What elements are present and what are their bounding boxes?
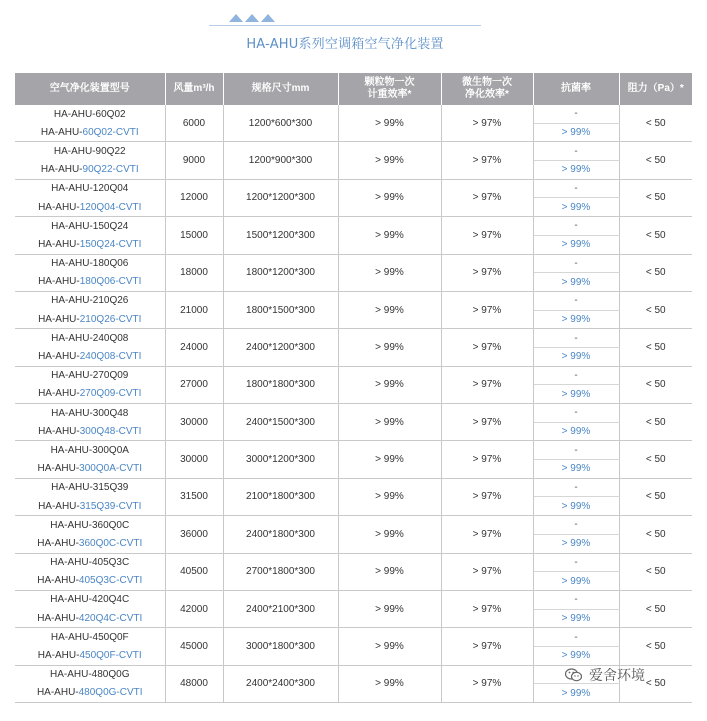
model-cell: HA-AHU-450Q0F bbox=[15, 628, 165, 647]
model-suffix: 360Q0C-CVTI bbox=[78, 537, 143, 549]
antibacterial-cell: - bbox=[533, 441, 619, 460]
model-prefix: HA-AHU- bbox=[37, 612, 79, 624]
model-prefix: HA-AHU- bbox=[38, 500, 80, 512]
model-cell: HA-AHU-150Q24 bbox=[15, 217, 165, 236]
model-prefix: HA-AHU- bbox=[38, 276, 80, 288]
model-cvti-cell bbox=[15, 235, 165, 254]
airflow-cell: 31500 bbox=[165, 478, 223, 515]
model-cvti-cell bbox=[15, 534, 165, 553]
model-prefix: HA-AHU- bbox=[38, 351, 80, 363]
antibacterial-cell: - bbox=[533, 105, 619, 123]
model-prefix: HA-AHU- bbox=[38, 388, 80, 400]
microbe-efficiency-cell: > 97% bbox=[441, 179, 533, 216]
model-prefix: HA-AHU- bbox=[38, 201, 80, 213]
microbe-efficiency-cell: > 97% bbox=[441, 478, 533, 515]
model-cell: HA-AHU-120Q04 bbox=[15, 179, 165, 198]
model-prefix: HA-AHU- bbox=[38, 425, 80, 437]
resistance-cell: < 50 bbox=[619, 105, 692, 142]
column-header: 空气净化装置型号 bbox=[15, 73, 165, 105]
resistance-cell: < 50 bbox=[619, 478, 692, 515]
table-row bbox=[15, 478, 692, 497]
resistance-cell: < 50 bbox=[619, 329, 692, 366]
model-cell: HA-AHU-60Q02 bbox=[15, 105, 165, 123]
size-cell: 2400*1200*300 bbox=[223, 329, 338, 366]
table-row bbox=[15, 404, 692, 423]
size-cell: 3000*1800*300 bbox=[223, 628, 338, 665]
airflow-cell: 24000 bbox=[165, 329, 223, 366]
decorative-triangles-icon bbox=[229, 14, 279, 24]
airflow-cell: 9000 bbox=[165, 142, 223, 179]
model-cell: HA-AHU-405Q3C bbox=[15, 553, 165, 572]
column-header: 抗菌率 bbox=[533, 73, 619, 105]
airflow-cell: 15000 bbox=[165, 217, 223, 254]
antibacterial-cell: - bbox=[533, 516, 619, 535]
model-cell: HA-AHU-210Q26 bbox=[15, 291, 165, 310]
microbe-efficiency-cell: > 97% bbox=[441, 217, 533, 254]
particle-efficiency-cell: > 99% bbox=[338, 179, 441, 216]
model-prefix: HA-AHU- bbox=[37, 463, 80, 475]
model-prefix: HA-AHU- bbox=[37, 575, 79, 587]
model-cell: HA-AHU-300Q0A bbox=[15, 441, 165, 460]
antibacterial-cell: > 99% bbox=[533, 609, 619, 628]
model-suffix: 300Q0A-CVTI bbox=[79, 463, 142, 475]
model-cvti-cell bbox=[15, 497, 165, 516]
model-cell: HA-AHU-240Q08 bbox=[15, 329, 165, 348]
particle-efficiency-cell: > 99% bbox=[338, 441, 441, 478]
spec-table bbox=[15, 73, 692, 703]
size-cell: 1800*1500*300 bbox=[223, 291, 338, 328]
table-row bbox=[15, 516, 692, 535]
size-cell: 1200*900*300 bbox=[223, 142, 338, 179]
model-suffix: 240Q08-CVTI bbox=[79, 351, 142, 363]
size-cell: 2400*2100*300 bbox=[223, 590, 338, 627]
particle-efficiency-cell: > 99% bbox=[338, 142, 441, 179]
antibacterial-cell: > 99% bbox=[533, 385, 619, 404]
model-cell: HA-AHU-270Q09 bbox=[15, 366, 165, 385]
particle-efficiency-cell: > 99% bbox=[338, 404, 441, 441]
table-row bbox=[15, 441, 692, 460]
table-body bbox=[15, 105, 692, 703]
model-suffix: 420Q4C-CVTI bbox=[78, 612, 143, 624]
table-row bbox=[15, 142, 692, 161]
airflow-cell: 6000 bbox=[165, 105, 223, 142]
model-prefix: HA-AHU- bbox=[38, 238, 80, 250]
model-cvti-cell bbox=[15, 422, 165, 441]
model-cvti-cell bbox=[15, 609, 165, 628]
model-suffix: 300Q48-CVTI bbox=[79, 425, 142, 437]
resistance-cell: < 50 bbox=[619, 366, 692, 403]
antibacterial-cell: - bbox=[533, 291, 619, 310]
antibacterial-cell: - bbox=[533, 590, 619, 609]
antibacterial-cell: > 99% bbox=[533, 497, 619, 516]
table-row bbox=[15, 254, 692, 273]
resistance-cell: < 50 bbox=[619, 254, 692, 291]
model-cvti-cell bbox=[15, 385, 165, 404]
antibacterial-cell: > 99% bbox=[533, 310, 619, 329]
antibacterial-cell: - bbox=[533, 254, 619, 273]
antibacterial-cell: - bbox=[533, 217, 619, 236]
antibacterial-cell: > 99% bbox=[533, 235, 619, 254]
airflow-cell: 30000 bbox=[165, 441, 223, 478]
antibacterial-cell: - bbox=[533, 478, 619, 497]
airflow-cell: 21000 bbox=[165, 291, 223, 328]
size-cell: 2400*1800*300 bbox=[223, 516, 338, 553]
model-suffix: 60Q02-CVTI bbox=[82, 126, 139, 138]
particle-efficiency-cell: > 99% bbox=[338, 105, 441, 142]
size-cell: 1200*600*300 bbox=[223, 105, 338, 142]
particle-efficiency-cell: > 99% bbox=[338, 553, 441, 590]
model-cvti-cell bbox=[15, 572, 165, 591]
airflow-cell: 18000 bbox=[165, 254, 223, 291]
particle-efficiency-cell: > 99% bbox=[338, 590, 441, 627]
model-prefix: HA-AHU- bbox=[40, 126, 83, 138]
model-cvti-cell bbox=[15, 347, 165, 366]
resistance-cell: < 50 bbox=[619, 179, 692, 216]
size-cell: 1800*1800*300 bbox=[223, 366, 338, 403]
model-cell: HA-AHU-180Q06 bbox=[15, 254, 165, 273]
airflow-cell: 42000 bbox=[165, 590, 223, 627]
resistance-cell: < 50 bbox=[619, 665, 692, 702]
airflow-cell: 45000 bbox=[165, 628, 223, 665]
particle-efficiency-cell: > 99% bbox=[338, 478, 441, 515]
microbe-efficiency-cell: > 97% bbox=[441, 665, 533, 702]
model-cell: HA-AHU-360Q0C bbox=[15, 516, 165, 535]
antibacterial-cell: - bbox=[533, 179, 619, 198]
antibacterial-cell: - bbox=[533, 628, 619, 647]
column-header: 阻力（Pa）* bbox=[619, 73, 692, 105]
microbe-efficiency-cell: > 97% bbox=[441, 628, 533, 665]
model-suffix: 450Q0F-CVTI bbox=[79, 650, 142, 662]
model-suffix: 210Q26-CVTI bbox=[79, 313, 142, 325]
page-title: HA-AHU系列空调箱空气净化装置 bbox=[246, 37, 444, 52]
model-cell: HA-AHU-420Q4C bbox=[15, 590, 165, 609]
table-row bbox=[15, 553, 692, 572]
resistance-cell: < 50 bbox=[619, 590, 692, 627]
model-prefix: HA-AHU- bbox=[36, 687, 79, 699]
airflow-cell: 27000 bbox=[165, 366, 223, 403]
size-cell: 2700*1800*300 bbox=[223, 553, 338, 590]
table-row bbox=[15, 628, 692, 647]
model-cvti-cell bbox=[15, 684, 165, 703]
size-cell: 1800*1200*300 bbox=[223, 254, 338, 291]
microbe-efficiency-cell: > 97% bbox=[441, 516, 533, 553]
wechat-icon bbox=[565, 668, 582, 682]
model-suffix: 120Q04-CVTI bbox=[79, 201, 142, 213]
antibacterial-cell: - bbox=[533, 404, 619, 423]
microbe-efficiency-cell: > 97% bbox=[441, 590, 533, 627]
model-prefix: HA-AHU- bbox=[37, 537, 79, 549]
table-row bbox=[15, 366, 692, 385]
antibacterial-cell: > 99% bbox=[533, 123, 619, 142]
model-suffix: 480Q0G-CVTI bbox=[78, 687, 143, 699]
size-cell: 2400*1500*300 bbox=[223, 404, 338, 441]
model-cvti-cell bbox=[15, 123, 165, 142]
model-cvti-cell bbox=[15, 161, 165, 180]
model-cvti-cell bbox=[15, 198, 165, 217]
table-row bbox=[15, 291, 692, 310]
model-suffix: 150Q24-CVTI bbox=[79, 238, 142, 250]
microbe-efficiency-cell: > 97% bbox=[441, 404, 533, 441]
particle-efficiency-cell: > 99% bbox=[338, 628, 441, 665]
antibacterial-cell: > 99% bbox=[533, 273, 619, 292]
model-cvti-cell bbox=[15, 273, 165, 292]
microbe-efficiency-cell: > 97% bbox=[441, 254, 533, 291]
table-header bbox=[15, 73, 692, 105]
antibacterial-cell: - bbox=[533, 366, 619, 385]
table-row bbox=[15, 105, 692, 123]
model-cell: HA-AHU-300Q48 bbox=[15, 404, 165, 423]
airflow-cell: 40500 bbox=[165, 553, 223, 590]
table-row bbox=[15, 329, 692, 348]
resistance-cell: < 50 bbox=[619, 142, 692, 179]
antibacterial-cell: - bbox=[533, 142, 619, 161]
column-header: 规格尺寸mm bbox=[223, 73, 338, 105]
antibacterial-cell: > 99% bbox=[533, 684, 619, 703]
column-header: 微生物一次 净化效率* bbox=[441, 73, 533, 105]
model-prefix: HA-AHU- bbox=[38, 313, 80, 325]
model-cell: HA-AHU-315Q39 bbox=[15, 478, 165, 497]
header-divider bbox=[209, 25, 481, 26]
table-row bbox=[15, 179, 692, 198]
particle-efficiency-cell: > 99% bbox=[338, 254, 441, 291]
particle-efficiency-cell: > 99% bbox=[338, 217, 441, 254]
resistance-cell: < 50 bbox=[619, 291, 692, 328]
model-cvti-cell bbox=[15, 646, 165, 665]
airflow-cell: 48000 bbox=[165, 665, 223, 702]
resistance-cell: < 50 bbox=[619, 441, 692, 478]
resistance-cell: < 50 bbox=[619, 628, 692, 665]
table-header-row bbox=[15, 73, 692, 105]
model-cell: HA-AHU-90Q22 bbox=[15, 142, 165, 161]
antibacterial-cell: > 99% bbox=[533, 422, 619, 441]
column-header: 颗粒物一次 计重效率* bbox=[338, 73, 441, 105]
microbe-efficiency-cell: > 97% bbox=[441, 142, 533, 179]
watermark bbox=[561, 664, 686, 686]
microbe-efficiency-cell: > 97% bbox=[441, 441, 533, 478]
model-suffix: 180Q06-CVTI bbox=[79, 276, 142, 288]
model-suffix: 315Q39-CVTI bbox=[79, 500, 142, 512]
antibacterial-cell: > 99% bbox=[533, 161, 619, 180]
column-header: 风量m³/h bbox=[165, 73, 223, 105]
antibacterial-cell: - bbox=[533, 329, 619, 348]
airflow-cell: 12000 bbox=[165, 179, 223, 216]
table-row bbox=[15, 217, 692, 236]
table-row bbox=[15, 590, 692, 609]
antibacterial-cell: > 99% bbox=[533, 646, 619, 665]
model-prefix: HA-AHU- bbox=[37, 650, 80, 662]
airflow-cell: 36000 bbox=[165, 516, 223, 553]
model-suffix: 90Q22-CVTI bbox=[82, 164, 139, 176]
size-cell: 3000*1200*300 bbox=[223, 441, 338, 478]
antibacterial-cell: > 99% bbox=[533, 347, 619, 366]
microbe-efficiency-cell: > 97% bbox=[441, 329, 533, 366]
antibacterial-cell: > 99% bbox=[533, 198, 619, 217]
size-cell: 1500*1200*300 bbox=[223, 217, 338, 254]
antibacterial-cell: > 99% bbox=[533, 572, 619, 591]
microbe-efficiency-cell: > 97% bbox=[441, 291, 533, 328]
resistance-cell: < 50 bbox=[619, 404, 692, 441]
size-cell: 2100*1800*300 bbox=[223, 478, 338, 515]
size-cell: 1200*1200*300 bbox=[223, 179, 338, 216]
model-cvti-cell bbox=[15, 460, 165, 479]
microbe-efficiency-cell: > 97% bbox=[441, 105, 533, 142]
model-prefix: HA-AHU- bbox=[40, 164, 83, 176]
watermark-text: 爱舍环境 bbox=[589, 668, 645, 684]
model-cell: HA-AHU-480Q0G bbox=[15, 665, 165, 684]
antibacterial-cell: - bbox=[533, 553, 619, 572]
particle-efficiency-cell: > 99% bbox=[338, 516, 441, 553]
microbe-efficiency-cell: > 97% bbox=[441, 553, 533, 590]
model-suffix: 270Q09-CVTI bbox=[79, 388, 142, 400]
page-header bbox=[0, 0, 707, 60]
model-suffix: 405Q3C-CVTI bbox=[78, 575, 143, 587]
particle-efficiency-cell: > 99% bbox=[338, 329, 441, 366]
resistance-cell: < 50 bbox=[619, 516, 692, 553]
particle-efficiency-cell: > 99% bbox=[338, 291, 441, 328]
airflow-cell: 30000 bbox=[165, 404, 223, 441]
microbe-efficiency-cell: > 97% bbox=[441, 366, 533, 403]
antibacterial-cell: > 99% bbox=[533, 460, 619, 479]
size-cell: 2400*2400*300 bbox=[223, 665, 338, 702]
model-cvti-cell bbox=[15, 310, 165, 329]
antibacterial-cell: > 99% bbox=[533, 534, 619, 553]
particle-efficiency-cell: > 99% bbox=[338, 366, 441, 403]
resistance-cell: < 50 bbox=[619, 553, 692, 590]
resistance-cell: < 50 bbox=[619, 217, 692, 254]
particle-efficiency-cell: > 99% bbox=[338, 665, 441, 702]
